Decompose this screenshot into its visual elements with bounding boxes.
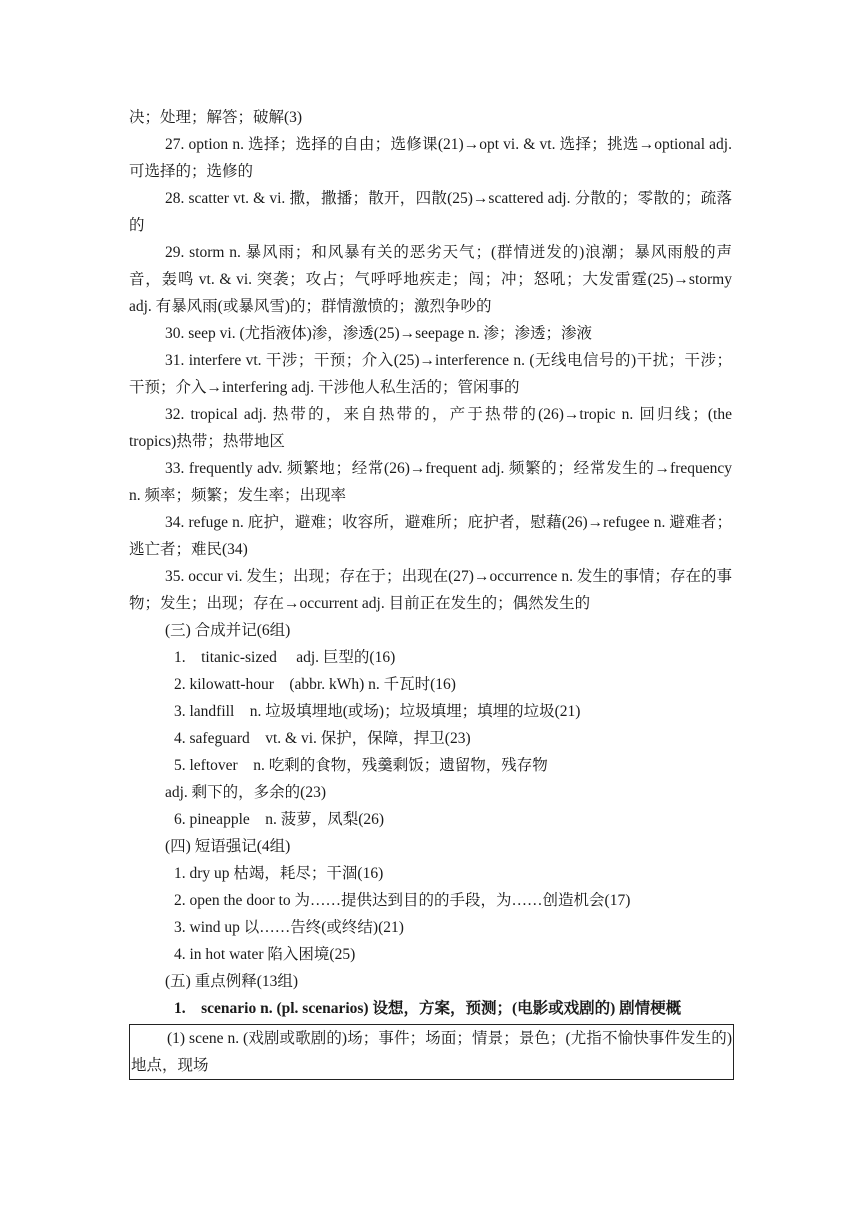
phrase-item-4: 4. in hot water 陷入困境(25) [174,946,356,963]
vocab-entry-32: 32. tropical adj. 热带的，来自热带的，产于热带的(26)→tropic n. 回归线；(the tropics)热带；热带地区 [129,406,732,450]
vocab-entry-27: 27. option n. 选择；选择的自由；选修课(21)→opt vi. & vt. 选择；挑选→optional adj. 可选择的；选修的 [129,136,732,180]
document-page [129,104,732,1080]
compound-item-3: 3. landfill n. 垃圾填埋地(或场)；垃圾填埋；填埋的垃圾(21) [174,703,581,720]
compound-item-6: 6. pineapple n. 菠萝，凤梨(26) [174,811,385,828]
vocab-entry-28: 28. scatter vt. & vi. 撒，撒播；散开，四散(25)→scattered adj. 分散的；零散的；疏落的 [129,190,732,234]
note-box [129,1024,734,1080]
vocab-entry-35: 35. occur vi. 发生；出现；存在于；出现在(27)→occurrence n. 发生的事情；存在的事物；发生；出现；存在→occurrent adj. 目前正在发生的；偶然发生的 [129,568,732,612]
compound-item-4: 4. safeguard vt. & vi. 保护，保障，捍卫(23) [174,730,471,747]
section-heading-compounds: (三) 合成并记(6组) [165,622,291,639]
compound-item-5-continuation: adj. 剩下的，多余的(23) [165,784,327,801]
vocab-entry-30: 30. seep vi. (尤指液体)渗，渗透(25)→seepage n. 渗；渗透；渗液 [165,325,593,342]
vocab-entry-31: 31. interfere vt. 干涉；干预；介入(25)→interference n. (无线电信号的)干扰；干涉；干预；介入→interfering adj. 干涉他人私生活的；管闲事的 [129,352,732,396]
vocab-entry-29: 29. storm n. 暴风雨；和风暴有关的恶劣天气；(群情迸发的)浪潮；暴风雨般的声音，轰鸣 vt. & vi. 突袭；攻占；气呼呼地疾走；闯；冲；怒吼；大发雷霆(25)→stormy adj. 有暴风雨(或暴风雪)的；群情激愤的；激烈争吵的 [129,244,732,315]
phrase-item-1: 1. dry up 枯竭，耗尽；干涸(16) [174,865,384,882]
compound-item-5: 5. leftover n. 吃剩的食物，残羹剩饭；遗留物，残存物 [174,757,548,774]
vocab-entry-34: 34. refuge n. 庇护，避难；收容所，避难所；庇护者，慰藉(26)→refugee n. 避难者；逃亡者；难民(34) [129,514,732,558]
vocab-entry-33: 33. frequently adv. 频繁地；经常(26)→frequent adj. 频繁的；经常发生的→frequency n. 频率；频繁；发生率；出现率 [129,460,732,504]
phrase-item-2: 2. open the door to 为……提供达到目的的手段，为……创造机会(17) [174,892,631,909]
section-heading-phrases: (四) 短语强记(4组) [165,838,291,855]
key-example-1: 1. scenario n. (pl. scenarios) 设想，方案，预测；(电影或戏剧的) 剧情梗概 [174,1000,682,1017]
note-box-text: (1) scene n. (戏剧或歌剧的)场；事件；场面；情景；景色；(尤指不愉快事件发生的)地点，现场 [131,1030,732,1074]
text-line-continuation: 决；处理；解答；破解(3) [129,109,303,126]
compound-item-1: 1. titanic-sized adj. 巨型的(16) [174,649,396,666]
compound-item-2: 2. kilowatt-hour (abbr. kWh) n. 千瓦时(16) [174,676,456,693]
section-heading-key-examples: (五) 重点例释(13组) [165,973,299,990]
phrase-item-3: 3. wind up 以……告终(或终结)(21) [174,919,404,936]
